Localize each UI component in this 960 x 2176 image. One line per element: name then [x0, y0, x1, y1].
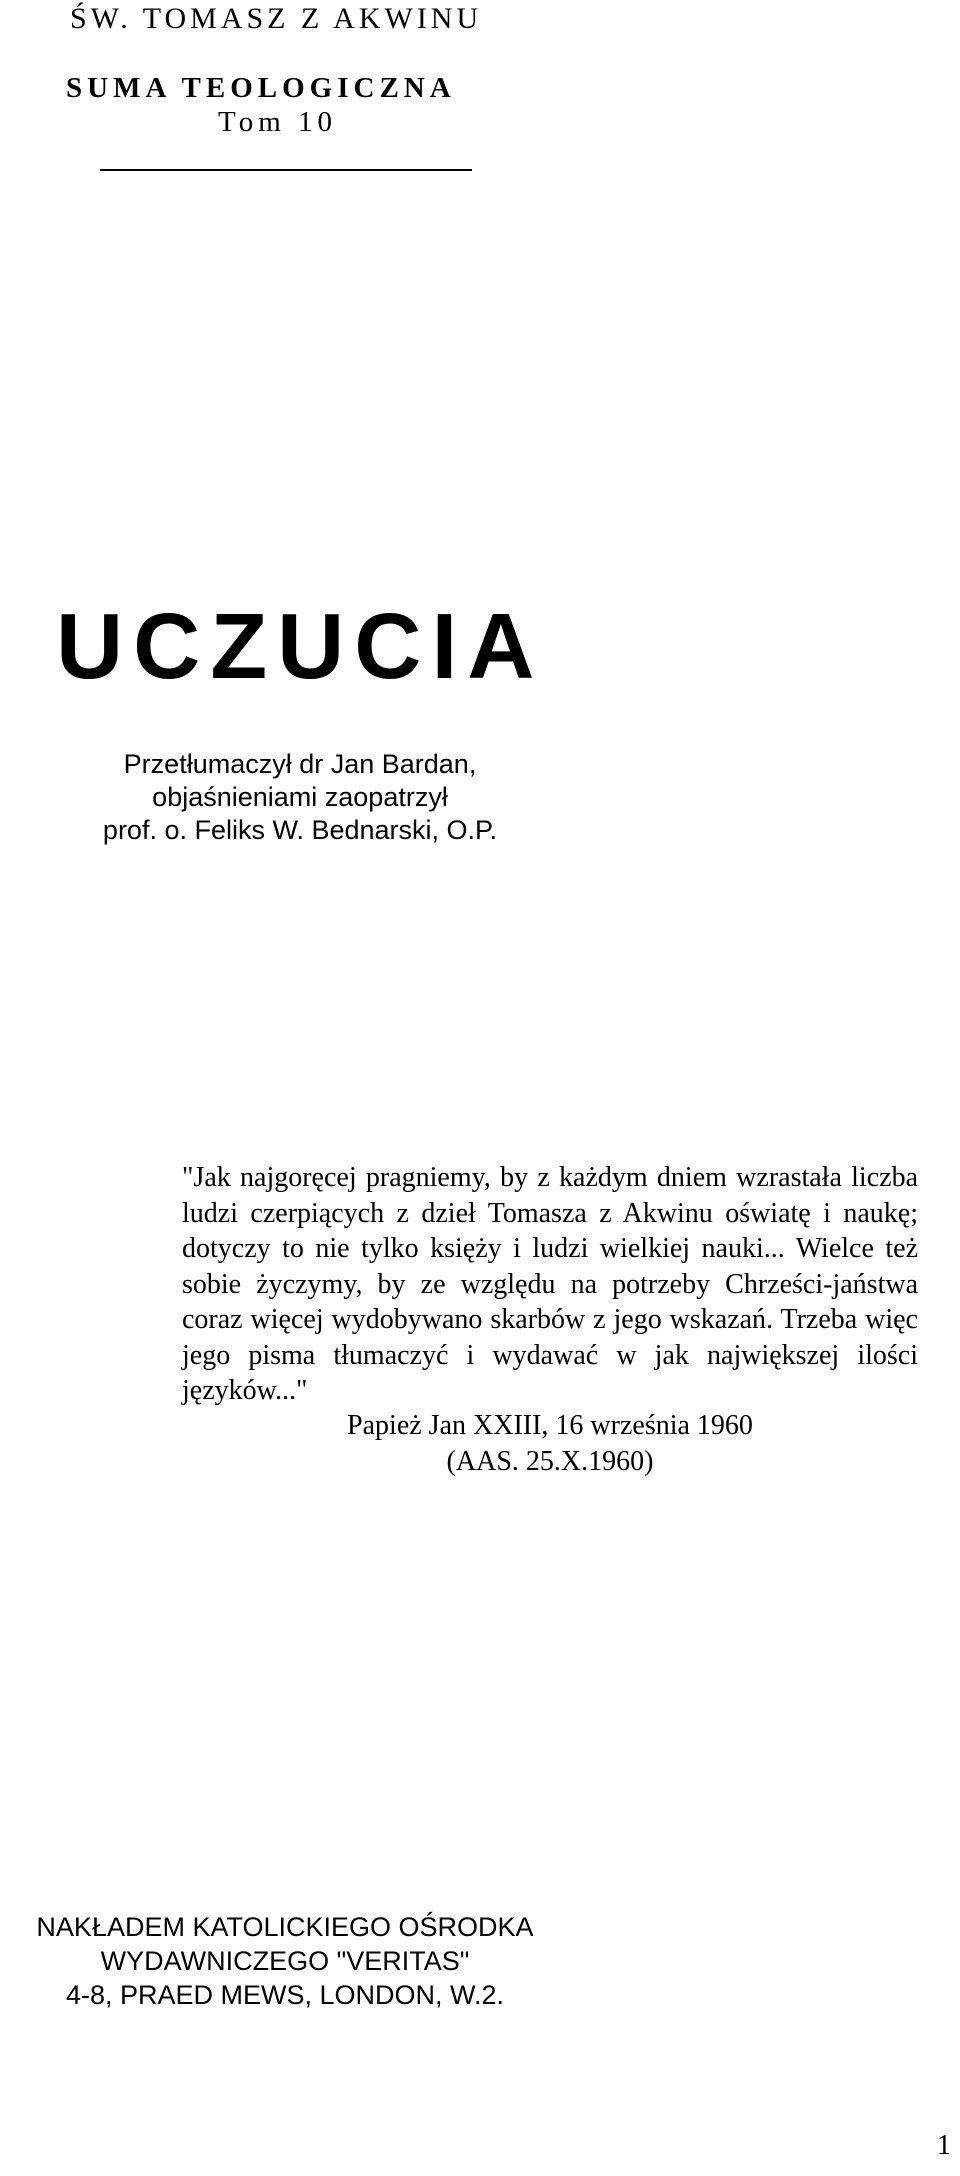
author-line: ŚW. TOMASZ Z AKWINU	[70, 2, 483, 35]
quote-attribution-block	[182, 1408, 918, 1480]
quote-source: (AAS. 25.X.1960)	[446, 1446, 654, 1477]
publisher-line: NAKŁADEM KATOLICKIEGO OŚRODKA	[36, 1912, 534, 1942]
publisher-block	[0, 1910, 570, 2012]
series-title: SUMA TEOLOGICZNA	[66, 72, 456, 104]
publisher-line: WYDAWNICZEGO "VERITAS"	[100, 1946, 470, 1976]
header-divider	[100, 169, 472, 171]
credit-line: prof. o. Feliks W. Bednarski, O.P.	[102, 815, 498, 845]
credit-line: Przetłumaczył dr Jan Bardan,	[123, 749, 477, 779]
publisher-line: 4-8, PRAED MEWS, LONDON, W.2.	[65, 1980, 505, 2010]
book-title: UCZUCIA	[56, 594, 545, 698]
volume-number: Tom 10	[218, 106, 337, 138]
page-number: 1	[937, 2130, 951, 2161]
papal-quote: "Jak najgoręcej pragniemy, by z każdym dniem wzrastała liczba ludzi czerpiących z dzieł Tomasza z Akwinu oświatę i naukę; dotyczy to nie tylko księży i ludzi wielkiej nauki... Wielce też sobie życzymy, by ze względu na potrzeby Chrześci-jaństwa coraz więcej wydobywano skarbów z jego wskazań. Trzeba więc jego pisma tłumaczyć i wydawać w jak największej ilości języków..."	[182, 1162, 918, 1406]
quote-attribution: Papież Jan XXIII, 16 września 1960	[347, 1410, 753, 1441]
credit-line: objaśnieniami zaopatrzył	[152, 782, 448, 812]
translator-credits	[0, 748, 600, 847]
